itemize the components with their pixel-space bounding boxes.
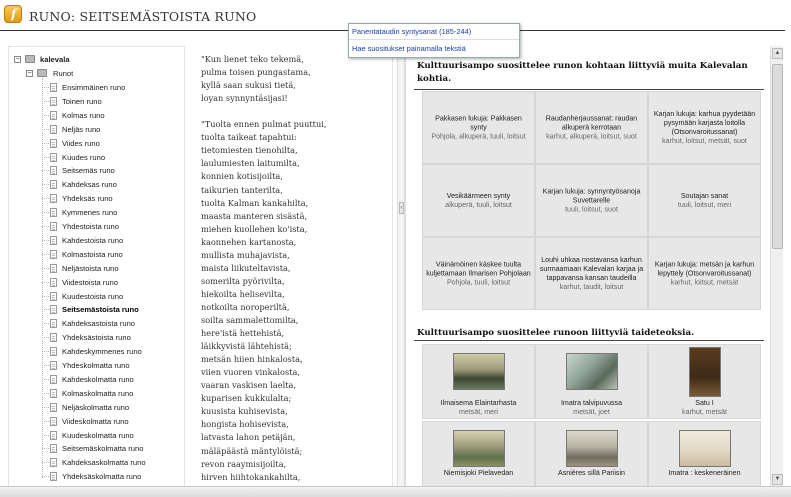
document-icon: [50, 292, 57, 301]
tree-item-runo[interactable]: Kahdeksastoista runo: [62, 319, 136, 329]
kalevala-link-card[interactable]: [422, 164, 535, 237]
scrollbar-thumb[interactable]: [772, 64, 783, 249]
artwork-title[interactable]: Imatra : keskeneräinen: [668, 469, 741, 477]
recommendations-pane: [405, 46, 770, 488]
poem-line: hirven hiihtokankahilta,: [201, 471, 301, 482]
poem-line: kyllä saan sukusi tietä,: [201, 80, 296, 91]
poem-line: here'istä hettehistä,: [201, 328, 285, 339]
tree-connector: [42, 184, 49, 185]
poem-line: "Tuolta ennen pulmat puuttui,: [201, 119, 327, 130]
kalevala-link-card[interactable]: [648, 237, 761, 310]
section-title-kalevala: Kulttuurisampo suosittelee runon kohtaan liittyviä muita Kalevalan kohtia.: [417, 61, 748, 84]
tree-connector: [42, 226, 49, 227]
tree-connector: [42, 254, 49, 255]
artwork-title[interactable]: Imatra talvipuvussa: [560, 399, 623, 407]
document-icon: [50, 83, 57, 92]
artwork-caption: [649, 399, 760, 417]
document-icon: [50, 403, 57, 412]
poem-tree: [8, 46, 185, 488]
tree-connector: [42, 143, 49, 144]
tree-connector: [42, 407, 49, 408]
landscape-painting-icon[interactable]: [566, 353, 618, 390]
tree-connector: [42, 115, 49, 116]
artwork-caption: [423, 469, 534, 478]
tree-item-runo[interactable]: Viideskolmatta runo: [62, 416, 129, 426]
card-tags: tuuli, loitsut, meri: [677, 200, 732, 209]
tree-item-runo[interactable]: Kuudeskolmatta runo: [62, 430, 134, 440]
tree-connector: [42, 296, 49, 297]
poem-line: tuolta taikeat tapahtui:: [201, 132, 297, 143]
tree-node-runot[interactable]: Runot: [53, 69, 74, 78]
artwork-tags: karhut, metsät: [682, 408, 727, 416]
tree-item-runo[interactable]: Kahdeskymmenes runo: [62, 347, 142, 357]
poem-line: tuolta Kalman kankahilta,: [201, 197, 309, 208]
document-icon: [50, 458, 57, 467]
document-icon: [50, 444, 57, 453]
tree-connector: [42, 337, 49, 338]
artwork-card[interactable]: [422, 344, 535, 419]
sketch-drawing-icon[interactable]: [679, 430, 731, 467]
card-title[interactable]: Karjan lukuja: karhua pyydetään pysymään karjasta loitolla (Otsonvaroitussanat): [653, 109, 756, 136]
document-icon: [50, 153, 57, 162]
card-tags: tuuli, loitsut, suot: [565, 205, 618, 213]
document-icon: [50, 250, 57, 259]
page-title: RUNO: SEITSEMÄSTOISTA RUNO: [29, 9, 257, 24]
scroll-up-icon[interactable]: ▲: [772, 48, 783, 59]
kalevala-link-card[interactable]: [422, 237, 535, 310]
collapse-icon-runot[interactable]: −: [27, 70, 32, 77]
document-icon: [50, 194, 57, 203]
document-icon: [50, 278, 57, 287]
poem-line: "Kun lienet teko tekemä,: [201, 54, 304, 64]
poem-text-pane[interactable]: [192, 46, 393, 488]
tree-item-runo[interactable]: Neljäskolmatta runo: [62, 402, 130, 412]
landscape-painting-icon[interactable]: [453, 353, 505, 390]
pane-splitter[interactable]: [397, 46, 405, 488]
document-icon: [50, 180, 57, 189]
card-tags: karhut, alkuperä, loitsut, suot: [546, 132, 637, 140]
artworks-grid: [422, 344, 761, 494]
card-tags: karhut, taudit, loitsut: [559, 282, 624, 291]
tree-root-kalevala[interactable]: kalevala: [40, 55, 70, 64]
poem-line: mullista muhajavista,: [201, 249, 290, 260]
tree-item-runo[interactable]: Kuudestoista runo: [62, 291, 124, 301]
document-icon: [50, 431, 57, 440]
poem-line: läikkyvistä lähtehistä;: [201, 341, 292, 352]
tree-item-runo[interactable]: Kymmenes runo: [62, 208, 118, 218]
artwork-caption: [423, 399, 534, 417]
browser-status-bar: [0, 486, 791, 497]
tree-connector: [42, 198, 49, 199]
document-icon: [50, 417, 57, 426]
splitter-grip-icon[interactable]: ‹: [399, 202, 404, 214]
kalevala-link-card[interactable]: [648, 164, 761, 237]
artwork-tags: metsät, joet: [573, 408, 610, 416]
tree-connector: [42, 212, 49, 213]
section-title-art: Kulttuurisampo suosittelee runoon liittyviä taideteoksia.: [417, 328, 695, 338]
tree-item-runo[interactable]: Seitsemäs runo: [62, 166, 115, 176]
poem-line: soilta sammalettomilta,: [201, 315, 299, 325]
document-icon: [50, 222, 57, 231]
tree-item-runo[interactable]: Kolmas runo: [62, 110, 105, 120]
card-title[interactable]: Louhi uhkaa nostavansa karhun surmaamaan Kalevalan karjaa ja tappavansa kansan taudeilla: [539, 255, 644, 282]
card-title[interactable]: Väinämöinen käskee tuulta kuljettamaan Ilmarisen Pohjolaan: [426, 260, 531, 277]
artwork-card[interactable]: [535, 344, 648, 419]
poem-line: viien vuoren vinkalosta,: [201, 367, 300, 378]
tree-connector: [42, 421, 49, 422]
document-icon: [50, 97, 57, 106]
tree-item-runo[interactable]: Kuudes runo: [62, 152, 106, 162]
artwork-card[interactable]: [648, 421, 761, 493]
card-title[interactable]: Vesikäärmeen synty: [446, 191, 511, 200]
tree-item-runo[interactable]: Neljäs runo: [62, 124, 101, 134]
document-icon: [50, 305, 57, 314]
tree-connector: [42, 365, 49, 366]
poem-line: kuparisen kukkulalta;: [201, 393, 292, 404]
card-content: [536, 256, 647, 292]
popup-item-hint[interactable]: Hae suositukset painamalla tekstiä: [352, 44, 466, 53]
poem-line: metsän hiien hinkalosta,: [201, 354, 303, 365]
artwork-caption: [649, 469, 760, 478]
card-content: [423, 260, 534, 287]
card-tags: karhut, loitsut, metsät: [670, 278, 739, 286]
card-content: [423, 114, 534, 141]
tree-connector: [42, 78, 43, 478]
artwork-card[interactable]: [648, 344, 761, 419]
document-icon: [50, 125, 57, 134]
poem-line: somerilta pyörivilta,: [201, 275, 285, 286]
kalevala-link-card[interactable]: [535, 164, 648, 237]
card-tags: Pohjola, alkuperä, tuuli, loitsut: [431, 132, 526, 140]
vertical-scrollbar[interactable]: [770, 46, 783, 488]
card-tags: karhut, loitsut, metsät, suot: [662, 136, 747, 145]
document-icon: [50, 111, 57, 120]
kalevala-link-card[interactable]: [535, 91, 648, 164]
tree-item-runo[interactable]: Yhdeksästoista runo: [62, 333, 131, 343]
kalevala-link-card[interactable]: [535, 237, 648, 310]
artwork-caption: [536, 399, 647, 417]
card-content: [536, 187, 647, 214]
landscape-painting-icon[interactable]: [566, 430, 618, 467]
section-divider: [414, 89, 764, 90]
poem-line: mäläpäästä mäntylöistä;: [201, 445, 303, 456]
artwork-title[interactable]: Asnières sillä Pariisin: [557, 469, 626, 477]
tree-item-runo[interactable]: Yhdeksäskolmatta runo: [62, 472, 142, 482]
kalevala-link-card[interactable]: [648, 91, 761, 164]
tree-connector: [42, 87, 49, 88]
tree-connector: [42, 393, 49, 394]
tree-item-runo[interactable]: Viides runo: [62, 138, 100, 148]
poem-line: latvasta lahon petäjän,: [201, 432, 296, 443]
tree-connector: [42, 448, 49, 449]
tree-item-runo[interactable]: Seitsemästoista runo: [62, 305, 139, 315]
artwork-caption: [536, 469, 647, 478]
tree-connector: [42, 282, 49, 283]
tree-item-runo[interactable]: Kahdeksaskolmatta runo: [62, 458, 146, 468]
card-tags: alkuperä, tuuli, loitsut: [445, 200, 512, 209]
poem-line: pulma toisen pungastama,: [201, 67, 311, 78]
tree-connector: [42, 435, 49, 436]
tree-connector: [42, 309, 49, 310]
context-popup: [348, 23, 520, 58]
poem-line: taikurien tanterilta,: [201, 184, 283, 195]
document-icon: [50, 208, 57, 217]
tree-item-runo[interactable]: Kahdeksas runo: [62, 180, 117, 190]
tree-connector: [42, 323, 49, 324]
tree-connector: [42, 351, 49, 352]
poem-line: notkoilta noroperiltä,: [201, 301, 290, 312]
tree-item-runo[interactable]: Viidestoista runo: [62, 277, 119, 287]
tree-item-runo[interactable]: Yhdeksäs runo: [62, 194, 113, 204]
tree-connector: [42, 268, 49, 269]
card-title[interactable]: Pakkasen lukuja: Pakkasen synty: [435, 114, 522, 131]
tree-item-runo[interactable]: Yhdestoista runo: [62, 222, 119, 231]
document-icon: [50, 472, 57, 481]
poem-line: konnien kotisijoilta,: [201, 171, 283, 182]
artwork-title[interactable]: Niemisjoki Pielavedan: [443, 469, 514, 477]
tree-connector: [42, 240, 49, 241]
kalevala-links-grid: [422, 91, 761, 317]
tree-item-runo[interactable]: Neljästoista runo: [62, 263, 119, 273]
tree-connector: [42, 157, 49, 158]
card-title[interactable]: Karjan lukuja: synnyntyösanoja Suvettarelle: [542, 187, 641, 204]
poem-line: revon raaymisijoilta,: [201, 458, 287, 469]
tree-item-runo[interactable]: Kahdestoista runo: [62, 235, 124, 245]
tree-connector: [42, 476, 49, 477]
poem-line: kuusista kuhisevista,: [201, 406, 288, 417]
tree-item-runo[interactable]: Yhdeskolmatta runo: [62, 361, 130, 370]
card-content: [536, 114, 647, 141]
folder-icon: [25, 55, 35, 63]
poem-line: laulumiesten laitumilta,: [201, 158, 300, 169]
poem-line: vaaran vaskisen laelta,: [201, 380, 297, 391]
document-icon: [50, 236, 57, 245]
poem-line: hiekoilta helisevilta,: [201, 288, 285, 299]
tree-item-runo[interactable]: Ensimmäinen runo: [62, 83, 126, 92]
tree-item-runo[interactable]: Kolmaskolmatta runo: [62, 388, 134, 398]
card-title[interactable]: Karjan lukuja: metsän ja karhun lepyttely (Otsonvaroitussanat): [654, 260, 755, 277]
figure-painting-icon[interactable]: [689, 347, 721, 397]
document-icon: [50, 166, 57, 175]
poem-line: hongista hohisevista,: [201, 419, 289, 430]
document-icon: [50, 264, 57, 273]
artwork-tags: metsät, meri: [458, 408, 499, 416]
artwork-card[interactable]: [535, 421, 648, 493]
folder-icon: [37, 69, 47, 77]
document-icon: [50, 333, 57, 342]
card-content: [423, 192, 534, 210]
tree-item-runo[interactable]: Kahdeskolmatta runo: [62, 374, 134, 384]
tree-connector: [42, 379, 49, 380]
popup-item-passage[interactable]: Panentataudin syntysanat (185-244): [352, 27, 472, 36]
poem-line: tietomiesten tienohilta,: [201, 145, 298, 156]
popup-divider: [349, 39, 519, 40]
poem-line: kaonnehen kartanosta,: [201, 236, 297, 247]
card-content: [649, 192, 760, 210]
poem-line: maasta manteren sisästä,: [201, 210, 308, 221]
poem-line: miehen kuollehen ko'ista,: [201, 223, 308, 234]
tree-item-runo[interactable]: Toinen runo: [62, 96, 102, 106]
logo-icon: f: [4, 5, 22, 23]
document-icon: [50, 347, 57, 356]
card-title[interactable]: Soutajan sanat: [680, 191, 729, 200]
artwork-title[interactable]: Satu I: [695, 399, 714, 407]
document-icon: [50, 361, 57, 370]
document-icon: [50, 139, 57, 148]
artwork-card[interactable]: [422, 421, 535, 493]
landscape-painting-icon[interactable]: [453, 430, 505, 467]
section-divider: [414, 340, 764, 341]
card-title[interactable]: Raudanherjaussanat: raudan alkuperä kerrotaan: [545, 114, 638, 131]
document-icon: [50, 319, 57, 328]
artwork-title[interactable]: Ilmaisema Elaintarhasta: [440, 399, 517, 407]
tree-connector: [42, 462, 49, 463]
document-icon: [50, 375, 57, 384]
poem-line: loyan synnyntäsijasi!: [201, 93, 288, 104]
poem-line: maista liikuteltavista,: [201, 262, 291, 273]
scroll-down-icon[interactable]: ▼: [772, 474, 783, 485]
card-tags: Pohjola, tuuli, loitsut: [446, 278, 511, 286]
card-content: [649, 110, 760, 146]
tree-item-runo[interactable]: Kolmastoista runo: [62, 249, 123, 259]
card-content: [649, 260, 760, 287]
collapse-icon-root[interactable]: −: [15, 56, 20, 63]
tree-connector: [42, 101, 49, 102]
kalevala-link-card[interactable]: [422, 91, 535, 164]
tree-connector: [42, 170, 49, 171]
tree-item-runo[interactable]: Seitsemäskolmatta runo: [62, 444, 144, 454]
tree-connector: [42, 129, 49, 130]
document-icon: [50, 389, 57, 398]
